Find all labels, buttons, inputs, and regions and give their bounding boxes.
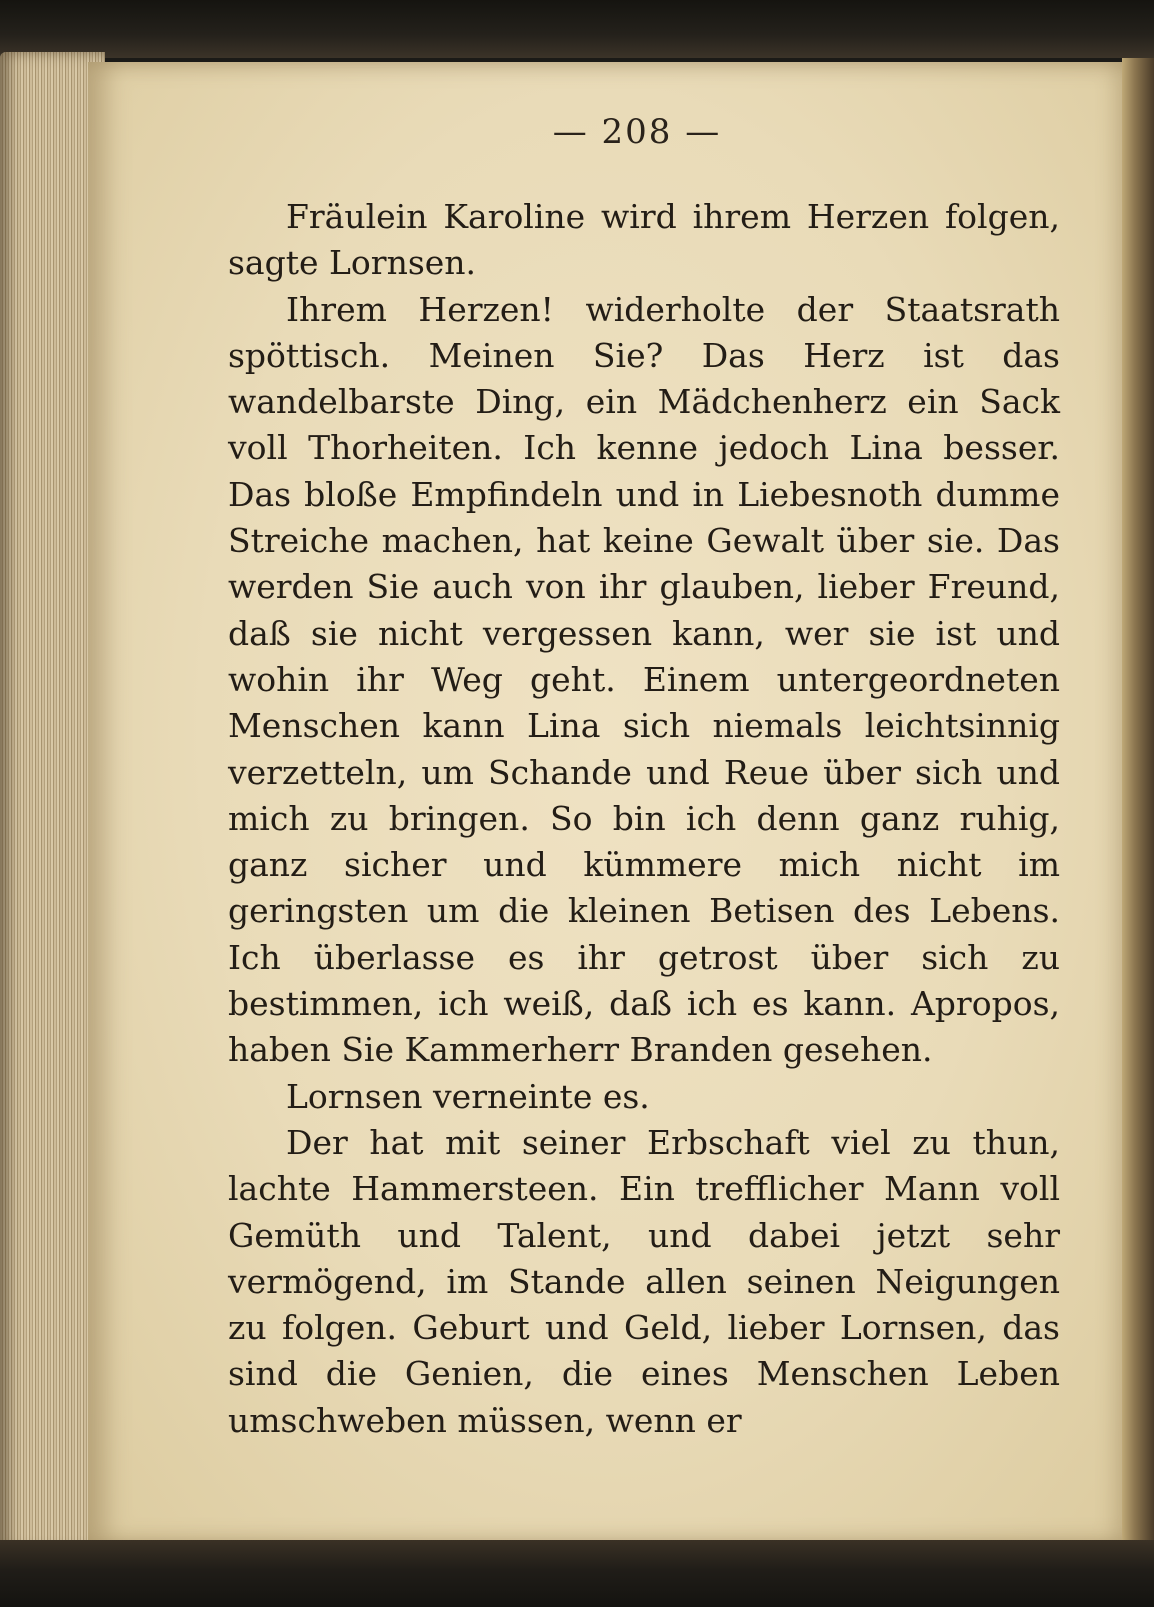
paragraph: Ihrem Herzen! widerholte der Staatsrath spöttisch. Meinen Sie? Das Herz ist das wandelbarste Ding, ein Mädchenherz ein Sack voll Thorheiten. Ich kenne jedoch Lina besser. Das bloße Empfindeln und in Liebesnoth dumme Streiche machen, hat keine Gewalt über sie. Das werden Sie auch von ihr glauben, lieber Freund, daß sie nicht vergessen kann, wer sie ist und wohin ihr Weg geht. Einem untergeordneten Menschen kann Lina sich niemals leichtsinnig verzetteln, um Schande und Reue über sich und mich zu bringen. So bin ich denn ganz ruhig, ganz sicher und kümmere mich nicht im geringsten um die kleinen Betisen des Lebens. Ich überlasse es ihr getrost über sich zu bestimmen, ich weiß, daß ich es kann. Apropos, haben Sie Kammerherr Branden gesehen. — [228, 289, 1060, 1070]
body-text — [228, 194, 1060, 1444]
book-cover-right — [1122, 58, 1154, 1548]
paragraph: Fräulein Karoline wird ihrem Herzen folgen, sagte Lornsen. — [228, 197, 1060, 283]
page-number: — 208 — — [552, 112, 722, 152]
paragraph: Lornsen verneinte es. — [286, 1076, 650, 1116]
paragraph: Der hat mit seiner Erbschaft viel zu thun, lachte Hammersteen. Ein trefflicher Mann voll Gemüth und Talent, und dabei jetzt sehr vermögend, im Stande allen seinen Neigungen zu folgen. Geburt und Geld, lieber Lornsen, das sind die Genien, die eines Menschen Leben umschweben müssen, wenn er — [228, 1122, 1060, 1440]
book-cover-bottom — [0, 1540, 1154, 1607]
book-cover-top — [0, 0, 1154, 58]
